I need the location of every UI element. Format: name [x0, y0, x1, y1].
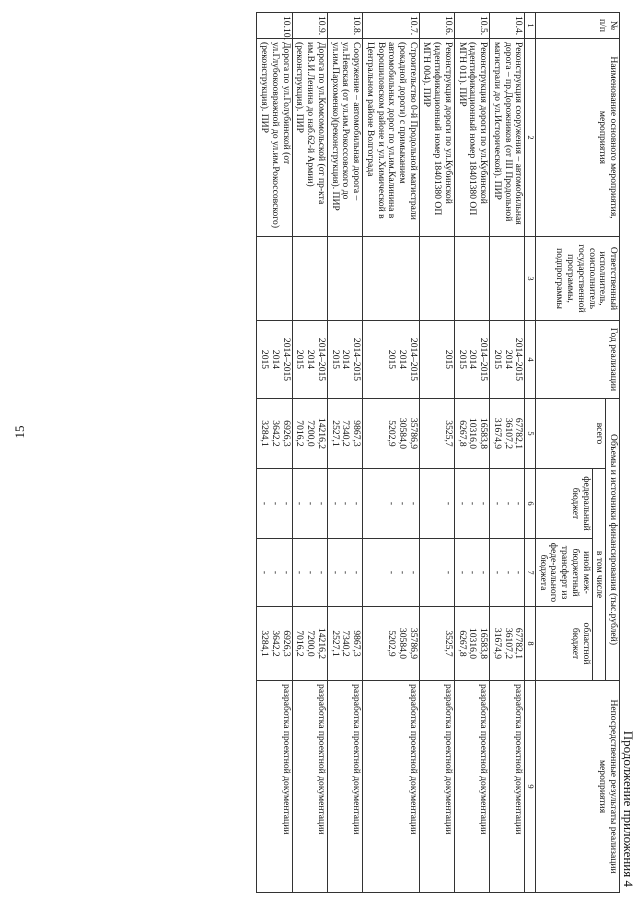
- federal-cell-value: -: [491, 501, 503, 506]
- result-cell: разработка проектной документации: [257, 681, 292, 893]
- year-cell-value: 2014–2015: [407, 337, 419, 382]
- total-cell: [454, 399, 489, 469]
- column-index: 6: [525, 469, 536, 539]
- total-cell: [363, 399, 420, 469]
- federal-cell-value: -: [280, 501, 292, 506]
- total-cell: [292, 399, 327, 469]
- federal-cell-value: -: [397, 501, 408, 506]
- header-other-transfer: иной меж-бюджетный трансферт из феде-рального бюджета: [535, 539, 592, 607]
- table-body: [257, 13, 525, 893]
- row-number: 10.6.: [419, 13, 454, 39]
- year-cell: [454, 321, 489, 399]
- other-transfer-cell: [419, 539, 454, 607]
- other-transfer-cell-value: -: [456, 570, 468, 575]
- header-total: всего: [535, 399, 605, 469]
- regional-cell-value: 2527,1: [329, 630, 341, 657]
- other-transfer-cell: [292, 539, 327, 607]
- regional-cell-value: 6926,3: [280, 630, 292, 657]
- other-transfer-cell-value: -: [280, 570, 292, 575]
- executor-cell: [490, 237, 525, 321]
- row-number: 10.7.: [363, 13, 420, 39]
- federal-cell: [490, 469, 525, 539]
- header-including: в том числе: [592, 469, 606, 681]
- other-transfer-cell-value: -: [294, 570, 306, 575]
- total-cell-value: 7340,2: [340, 420, 352, 447]
- regional-cell-value: 36107,2: [502, 627, 514, 660]
- federal-cell-value: -: [269, 501, 281, 506]
- other-transfer-cell-value: -: [269, 570, 281, 575]
- row-number: 10.4.: [490, 13, 525, 39]
- column-index: 7: [525, 539, 536, 607]
- federal-cell-value: -: [513, 501, 525, 506]
- year-cell-value: 2015: [259, 349, 271, 370]
- total-cell-value: 3525,7: [442, 420, 454, 447]
- table-row: [257, 13, 292, 893]
- other-transfer-cell-value: -: [502, 570, 514, 575]
- total-cell-value: 7200,0: [305, 420, 317, 447]
- regional-cell: [490, 607, 525, 681]
- year-cell-value: 2015: [456, 349, 468, 370]
- total-cell-value: 9867,3: [351, 420, 363, 447]
- regional-cell-value: 3284,1: [259, 630, 271, 657]
- regional-cell: [292, 607, 327, 681]
- regional-cell: [419, 607, 454, 681]
- column-index: 1: [525, 13, 536, 39]
- executor-cell: [292, 237, 327, 321]
- header-name: Наименование основного мероприятия, мероприятия: [535, 39, 619, 237]
- other-transfer-cell-value: -: [467, 570, 479, 575]
- year-cell-value: 2014: [269, 349, 281, 370]
- row-number: 10.9.: [292, 13, 327, 39]
- other-transfer-cell-value: -: [442, 570, 454, 575]
- other-transfer-cell-value: -: [329, 570, 341, 575]
- regional-cell-value: 5202,9: [386, 630, 398, 657]
- year-cell-value: 2014–2015: [478, 337, 490, 382]
- other-transfer-cell-value: -: [259, 570, 271, 575]
- total-cell-value: 30584,0: [397, 417, 408, 450]
- federal-cell-value: -: [442, 501, 454, 506]
- other-transfer-cell-value: -: [397, 570, 408, 575]
- regional-cell-value: 16583,8: [478, 627, 490, 660]
- federal-cell-value: -: [407, 501, 419, 506]
- row-number: 10.5.: [454, 13, 489, 39]
- other-transfer-cell: [327, 539, 362, 607]
- measure-name: Реконструкция дороги по ул.Кубинской (идентификационный номер 18401380 ОП МГН 011). ПИР: [454, 39, 489, 237]
- total-cell-value: 14216,2: [315, 417, 327, 450]
- total-cell-value: 2527,1: [329, 420, 341, 447]
- federal-cell: [454, 469, 489, 539]
- total-cell-value: 3642,2: [269, 420, 281, 447]
- regional-cell-value: 7200,0: [305, 630, 317, 657]
- total-cell-value: 35786,9: [407, 417, 419, 450]
- measure-name: Дорога по ул.Комсомольской (от пр-кта им.В.И.Ленина до наб.62-й Армии) (реконструкция). ПИР: [292, 39, 327, 237]
- federal-cell-value: -: [329, 501, 341, 506]
- other-transfer-cell: [363, 539, 420, 607]
- measure-name: Дорога по ул.Голубинской (от ул.Глубокоовражной до ул.им.Рокоссовского) (реконструкция). ПИР: [257, 39, 292, 237]
- continuation-caption: Продолжение приложения 4: [621, 730, 636, 887]
- executor-cell: [454, 237, 489, 321]
- regional-cell: [327, 607, 362, 681]
- year-cell-value: 2015: [491, 349, 503, 370]
- year-cell-value: 2014: [397, 349, 408, 370]
- regional-cell-value: 3642,2: [269, 630, 281, 657]
- row-number: 10.8.: [327, 13, 362, 39]
- federal-cell-value: -: [478, 501, 490, 506]
- year-cell-value: 2015: [386, 349, 398, 370]
- other-transfer-cell: [257, 539, 292, 607]
- total-cell-value: 31674,9: [491, 417, 503, 450]
- column-index: 8: [525, 607, 536, 681]
- year-cell-value: 2014–2015: [315, 337, 327, 382]
- federal-cell-value: -: [502, 501, 514, 506]
- result-cell: разработка проектной документации: [454, 681, 489, 893]
- table-row: [490, 13, 525, 893]
- result-cell: разработка проектной документации: [327, 681, 362, 893]
- header-year: Год реализации: [535, 321, 619, 399]
- other-transfer-cell-value: -: [407, 570, 419, 575]
- measures-table: [256, 12, 620, 893]
- header-result: Непосредственные результаты реализации мероприятия: [535, 681, 619, 893]
- other-transfer-cell-value: -: [315, 570, 327, 575]
- regional-cell: [363, 607, 420, 681]
- page-number: 15: [12, 425, 27, 439]
- year-cell-value: 2014–2015: [280, 337, 292, 382]
- federal-cell: [363, 469, 420, 539]
- executor-cell: [327, 237, 362, 321]
- regional-cell-value: 35786,9: [407, 627, 419, 660]
- year-cell: [292, 321, 327, 399]
- federal-cell-value: -: [259, 501, 271, 506]
- other-transfer-cell: [490, 539, 525, 607]
- measure-name: Сооружение – автомобильная дорога – ул.Невская (от ул.им.Рокоссовского до ул.им.Пархоменко)(реконструкция). ПИР: [327, 39, 362, 237]
- year-cell: [419, 321, 454, 399]
- federal-cell-value: -: [305, 501, 317, 506]
- federal-cell-value: -: [351, 501, 363, 506]
- total-cell: [419, 399, 454, 469]
- federal-cell: [257, 469, 292, 539]
- regional-cell-value: 9867,3: [351, 630, 363, 657]
- other-transfer-cell-value: -: [351, 570, 363, 575]
- year-cell-value: 2014: [467, 349, 479, 370]
- column-index: 2: [525, 39, 536, 237]
- total-cell-value: 6926,3: [280, 420, 292, 447]
- column-index: 4: [525, 321, 536, 399]
- total-cell-value: 6267,8: [456, 420, 468, 447]
- year-cell: [257, 321, 292, 399]
- header-regional: областной бюджет: [535, 607, 592, 681]
- regional-cell-value: 10316,0: [467, 627, 479, 660]
- total-cell-value: 5202,9: [386, 420, 398, 447]
- other-transfer-cell: [454, 539, 489, 607]
- total-cell-value: 7016,2: [294, 420, 306, 447]
- regional-cell: [257, 607, 292, 681]
- other-transfer-cell-value: -: [386, 570, 398, 575]
- year-cell-value: 2015: [294, 349, 306, 370]
- year-cell-value: 2014–2015: [513, 337, 525, 382]
- federal-cell-value: -: [294, 501, 306, 506]
- year-cell-value: 2015: [442, 349, 454, 370]
- total-cell-value: 16583,8: [478, 417, 490, 450]
- other-transfer-cell-value: -: [491, 570, 503, 575]
- federal-cell: [292, 469, 327, 539]
- year-cell-value: 2014: [502, 349, 514, 370]
- total-cell-value: 3284,1: [259, 420, 271, 447]
- table-row: [419, 13, 454, 893]
- result-cell: разработка проектной документации: [363, 681, 420, 893]
- measure-name: Реконструкция дороги по ул.Кубинской (идентификационный номер 18401380 ОП МГН 004). ПИР: [419, 39, 454, 237]
- table-row: [292, 13, 327, 893]
- year-cell-value: 2014: [340, 349, 352, 370]
- regional-cell: [454, 607, 489, 681]
- total-cell: [327, 399, 362, 469]
- row-number: 10.10.: [257, 13, 292, 39]
- result-cell: разработка проектной документации: [292, 681, 327, 893]
- header-federal: федеральный бюджет: [535, 469, 592, 539]
- total-cell-value: 10316,0: [467, 417, 479, 450]
- other-transfer-cell-value: -: [478, 570, 490, 575]
- federal-cell-value: -: [340, 501, 352, 506]
- header-executor: Ответственный исполнитель, соисполнитель государственной программы, подпрограммы: [535, 237, 619, 321]
- regional-cell-value: 7016,2: [294, 630, 306, 657]
- regional-cell-value: 14216,2: [315, 627, 327, 660]
- regional-cell-value: 6267,8: [456, 630, 468, 657]
- table-row: [327, 13, 362, 893]
- year-cell-value: 2014: [305, 349, 317, 370]
- other-transfer-cell-value: -: [513, 570, 525, 575]
- executor-cell: [257, 237, 292, 321]
- column-index: 5: [525, 399, 536, 469]
- column-index-row: [525, 13, 536, 893]
- federal-cell-value: -: [386, 501, 398, 506]
- federal-cell: [327, 469, 362, 539]
- year-cell: [490, 321, 525, 399]
- measure-name: Реконструкция сооружения – автомобильная дорога – пр.Дорожников (от III Продольной магистрали до ул.Исторической). ПИР: [490, 39, 525, 237]
- measure-name: Строительство 0-й Продольной магистрали (рокадной дороги) с примыканием автомобильных дорог по ул.им.Калинина в Ворошиловском районе и ул.Химической в Центральном районе Волгограда: [363, 39, 420, 237]
- federal-cell-value: -: [467, 501, 479, 506]
- result-cell: разработка проектной документации: [490, 681, 525, 893]
- year-cell-value: 2014–2015: [351, 337, 363, 382]
- total-cell-value: 36107,2: [502, 417, 514, 450]
- regional-cell-value: 3525,7: [442, 630, 454, 657]
- table-row: [454, 13, 489, 893]
- executor-cell: [363, 237, 420, 321]
- executor-cell: [419, 237, 454, 321]
- result-cell: разработка проектной документации: [419, 681, 454, 893]
- regional-cell-value: 31674,9: [491, 627, 503, 660]
- table-row: [363, 13, 420, 893]
- header-funding: Объемы и источники финансирования (тыс.рублей): [606, 399, 620, 681]
- column-index: 3: [525, 237, 536, 321]
- year-cell: [327, 321, 362, 399]
- total-cell: [257, 399, 292, 469]
- column-index: 9: [525, 681, 536, 893]
- header-num: № п/п: [535, 13, 619, 39]
- total-cell-value: 67782,1: [513, 417, 525, 450]
- year-cell-value: 2015: [329, 349, 341, 370]
- other-transfer-cell-value: -: [340, 570, 352, 575]
- regional-cell-value: 7340,2: [340, 630, 352, 657]
- federal-cell: [419, 469, 454, 539]
- regional-cell-value: 30584,0: [397, 627, 408, 660]
- federal-cell-value: -: [315, 501, 327, 506]
- federal-cell-value: -: [456, 501, 468, 506]
- total-cell: [490, 399, 525, 469]
- other-transfer-cell-value: -: [305, 570, 317, 575]
- regional-cell-value: 67782,1: [513, 627, 525, 660]
- year-cell: [363, 321, 420, 399]
